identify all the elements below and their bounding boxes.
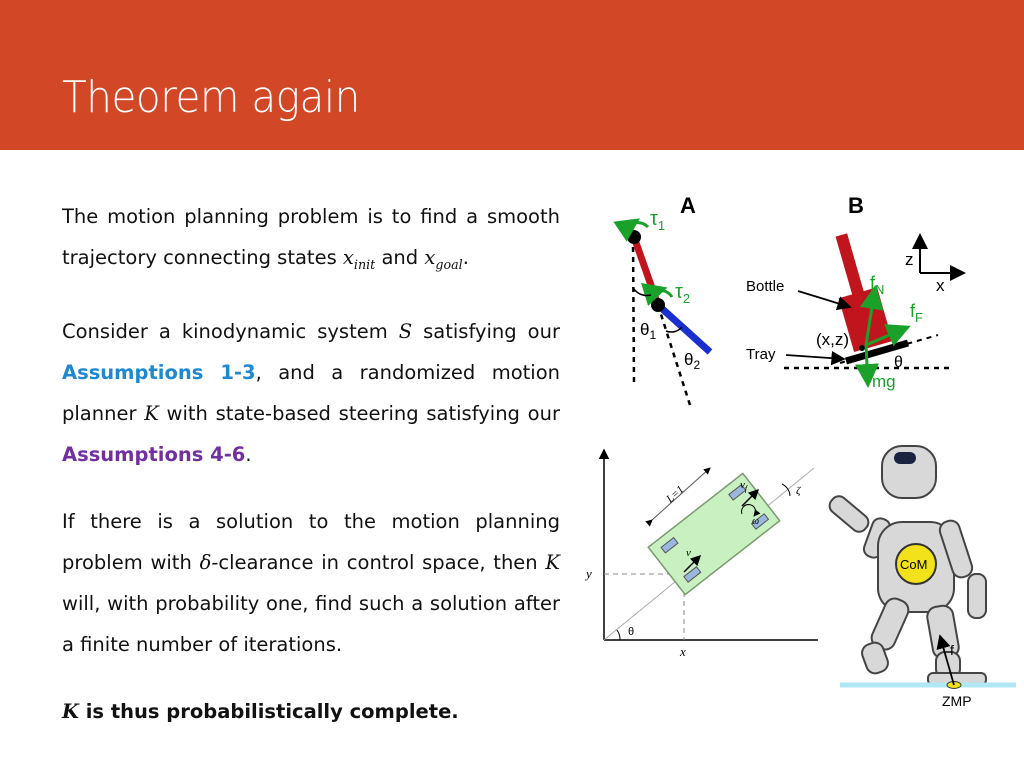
assumptions-1-3-link[interactable]: Assumptions 1-3 [62, 360, 256, 384]
theta1-arc [634, 289, 651, 296]
system-symbol: S [398, 319, 413, 343]
car-theta-arc [617, 630, 620, 640]
zmp-label: ZMP [942, 693, 972, 709]
car-x-label: x [680, 644, 686, 659]
car-theta-label: θ [628, 626, 635, 638]
position-dot [859, 345, 865, 351]
theta2-label: $\theta_2$ [684, 350, 701, 372]
fN-label: $f_N$ [870, 273, 885, 297]
x-init-sub: init [353, 256, 376, 272]
robot-visor [894, 452, 916, 464]
x-axis-label: x [936, 276, 945, 295]
conclusion-symbol: K [62, 699, 79, 723]
car-omega-label: ω [752, 516, 760, 527]
paragraph-solution [62, 501, 560, 665]
paragraph-problem-text-a: The motion planning problem is to find a smooth trajectory connecting states [62, 205, 560, 269]
pendulum-figure [590, 185, 730, 415]
paragraph-system [62, 311, 560, 475]
paragraph-problem-text-c: . [462, 246, 469, 269]
position-label: (x,z) [816, 330, 850, 349]
slide-title: Theorem again [62, 72, 360, 123]
pendulum-joint-2 [651, 298, 665, 312]
tau1-arrow [630, 223, 648, 227]
x-goal-symbol [424, 246, 463, 272]
force-label: f [950, 642, 954, 658]
x-init-symbol [342, 246, 376, 272]
tray-figure [740, 185, 980, 410]
theta1-label: $\theta_1$ [640, 320, 657, 342]
car-zeta-label: ζ [796, 485, 801, 497]
pendulum-vertical-dashed [633, 237, 634, 385]
car-y-label: y [586, 566, 592, 581]
tray-figure-label: B [848, 193, 864, 218]
fF-label: $f_F$ [910, 301, 923, 325]
planner-symbol-2: K [545, 550, 560, 574]
paragraph-system-text-d: with state-based steering satisfying our [158, 401, 560, 425]
x-goal-base: x [424, 246, 436, 269]
assumptions-4-6-link[interactable]: Assumptions 4-6 [62, 442, 246, 466]
tray-pointer [786, 355, 844, 359]
pendulum-label: A [680, 193, 696, 218]
bottle-label: Bottle [746, 278, 785, 295]
pendulum-joint-1 [627, 230, 641, 244]
paragraph-system-text-e: . [245, 442, 252, 466]
car-length-label: L=1 [664, 483, 687, 506]
x-init-base: x [342, 246, 354, 269]
com-label: CoM [900, 557, 928, 572]
car-front-velocity-label: $v_f$ [740, 479, 748, 493]
delta-symbol: δ [199, 550, 212, 574]
title-banner [0, 0, 1024, 150]
conclusion [62, 691, 560, 732]
conclusion-text: is thus probabilistically complete. [78, 699, 459, 723]
tau1-label: $\tau_1$ [650, 208, 666, 233]
planner-symbol: K [144, 401, 159, 425]
mg-label: mg [872, 372, 896, 391]
body-text [62, 196, 560, 758]
z-axis-label: z [905, 250, 914, 269]
car-zeta-arc [782, 484, 790, 496]
mg-arrow [866, 345, 868, 385]
paragraph-system-text-c: , and a randomized motion planner [62, 360, 560, 425]
car-velocity-label: v [686, 547, 691, 559]
paragraph-solution-text-c: will, with probability one, find such a solution after a finite number of iterations. [62, 591, 560, 656]
paragraph-solution-text-a: If there is a solution to the motion planning problem with [62, 509, 560, 574]
tray-theta-label: θ [894, 354, 903, 371]
car-figure [582, 444, 822, 664]
tau2-label: $\tau_2$ [675, 281, 691, 306]
x-goal-sub: goal [435, 256, 463, 272]
paragraph-system-text-a: Consider a kinodynamic system [62, 319, 399, 343]
paragraph-problem-text-b: and [375, 246, 425, 269]
paragraph-solution-text-b: -clearance in control space, then [211, 550, 546, 574]
tray-label: Tray [746, 346, 776, 363]
paragraph-system-text-b: satisfying our [412, 319, 560, 343]
paragraph-problem [62, 196, 560, 285]
robot-figure [818, 438, 1018, 713]
